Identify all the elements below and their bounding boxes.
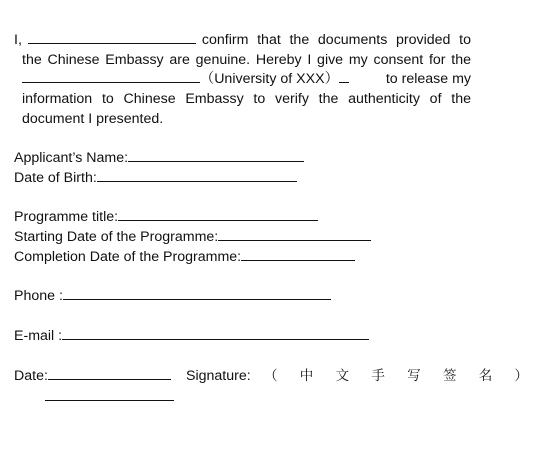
starting-date-row <box>14 227 371 247</box>
starting-date-input[interactable] <box>218 227 371 241</box>
university-hint: （University of XXX） <box>200 71 339 87</box>
consent-line-1-text: confirm that the documents provided to <box>201 32 471 48</box>
date-of-birth-row <box>14 168 297 188</box>
completion-date-row <box>14 247 355 267</box>
starting-date-label: Starting Date of the Programme: <box>14 229 219 245</box>
date-row <box>14 366 171 386</box>
consent-line-5: document I presented. <box>22 111 164 127</box>
applicant-name-row <box>14 148 304 168</box>
signature-hint: （ 中 文 手 写 签 名 ） <box>264 368 537 384</box>
date-of-birth-input[interactable] <box>97 168 297 182</box>
date-input[interactable] <box>48 366 171 380</box>
programme-title-input[interactable] <box>118 207 318 221</box>
consent-line-4: information to Chinese Embassy to verify the authenticity of the <box>22 91 471 107</box>
consent-prefix: I, <box>14 32 22 48</box>
signature-label: Signature: <box>186 368 251 384</box>
signature-input[interactable] <box>45 388 174 401</box>
university-blank-end[interactable] <box>339 69 349 83</box>
date-label: Date: <box>14 368 48 384</box>
date-of-birth-label: Date of Birth: <box>14 170 97 186</box>
phone-label: Phone : <box>14 288 63 304</box>
email-row <box>14 326 369 346</box>
consent-line-1 <box>14 30 471 50</box>
phone-row <box>14 286 331 306</box>
consent-line-3 <box>22 69 471 89</box>
completion-date-input[interactable] <box>241 247 355 261</box>
programme-title-row <box>14 207 318 227</box>
consent-line-3-text: to release my <box>385 71 471 87</box>
email-input[interactable] <box>62 326 369 340</box>
consent-line-2: the Chinese Embassy are genuine. Hereby I give my consent for the <box>22 52 471 68</box>
completion-date-label: Completion Date of the Programme: <box>14 249 242 265</box>
programme-title-label: Programme title: <box>14 209 119 225</box>
email-label: E-mail : <box>14 328 63 344</box>
applicant-name-label: Applicant’s Name: <box>14 150 129 166</box>
phone-input[interactable] <box>63 286 331 300</box>
name-blank[interactable] <box>28 30 196 44</box>
university-blank[interactable] <box>22 69 200 83</box>
applicant-name-input[interactable] <box>128 148 304 162</box>
